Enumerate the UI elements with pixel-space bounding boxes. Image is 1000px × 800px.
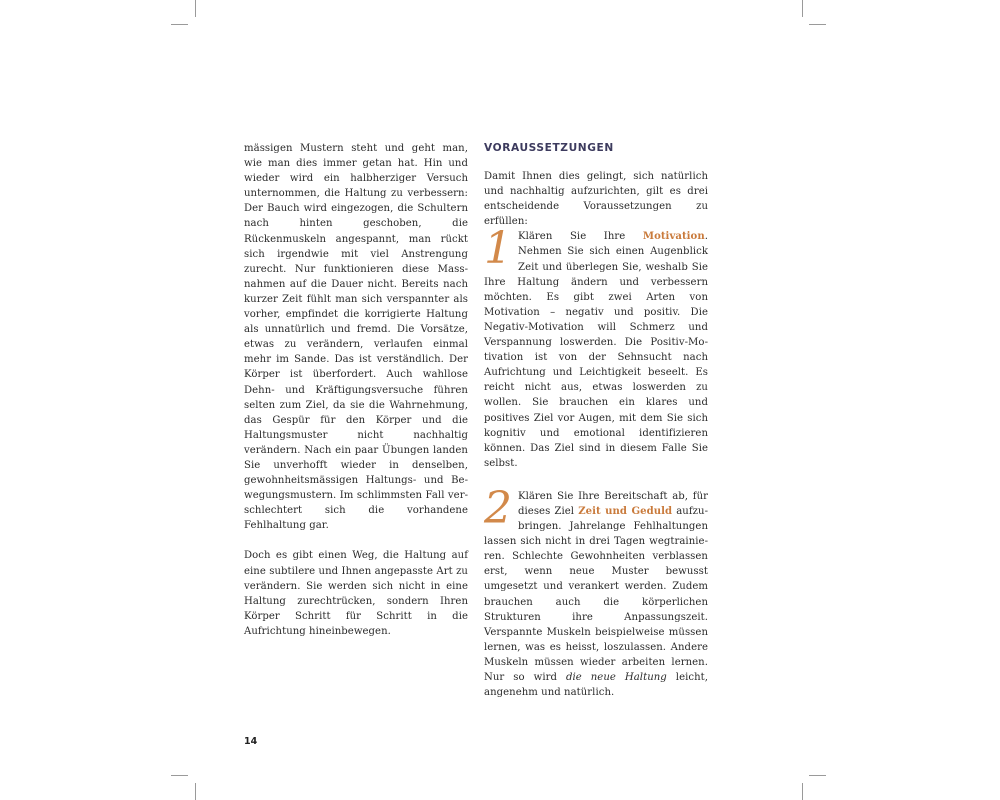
left-column <box>244 141 468 639</box>
body-paragraph: mässigen Mustern steht und geht man, wie man dies immer getan hat. Hin und wieder wird ein halbherziger Versuch unternommen, die Haltung zu verbessern: Der Bauch wird eingezogen, die Schultern nach hinten geschoben, die Rückenmuskeln angespannt, man rückt sich irgendwie mit viel Anstrengung zurecht. Nur funktionieren diese Massnahmen auf die Dauer nicht. Bereits nach kurzer Zeit fühlt man sich verspannter als vorher, empfindet die korrigierte Haltung als unnatürlich und fremd. Die Vorsätze, etwas zu verändern, verlaufen einmal mehr im Sande. Das ist verständlich. Der Körper ist überfordert. Auch wahllose Dehn- und Kräftigungsversuche führen selten zum Ziel, da sie die Wahrnehmung, das Gespür für den Körper und die Haltungsmuster nicht nachhaltig verändern. Nach ein paar Übungen landen Sie unverhofft wieder in denselben, gewohnheitsmässigen Haltungs- und Bewegungsmustern. Im schlimmsten Fall verschlechtert sich die vorhandene Fehlhaltung gar. <box>244 143 468 532</box>
emphasis-text: die neue Haltung <box>565 672 667 683</box>
crop-mark <box>171 24 188 25</box>
section-heading: VORAUSSETZUNGEN <box>484 142 614 154</box>
highlight-keyword: Motivation <box>642 231 705 243</box>
item-text-rest: . Nehmen Sie sich einen Augenblick Zeit und überlegen Sie, weshalb Sie Ihre Haltung ändern und verbessern möchten. Es gibt zwei Arten von Motivation – negativ und positiv. Die Negativ-Motivation will Schmerz und Verspannung loswerden. Die Positiv-Motivation ist von der Sehnsucht nach Aufrichtung und Leichtigkeit beseelt. Es reicht nicht aus, etwas loswerden zu wollen. Sie brauchen ein klares und positives Ziel vor Augen, mit dem Sie sich kognitiv und emotional identifizieren können. Das Ziel sind in diesem Falle Sie selbst. <box>484 231 708 469</box>
numbered-item-1 <box>484 223 708 471</box>
numbered-item-2 <box>484 482 708 700</box>
item-text-start: Klären Sie Ihre Bereitschaft ab, für dieses Ziel <box>518 490 708 517</box>
item-text-end: leicht, angenehm und natürlich. <box>484 672 708 699</box>
crop-mark <box>171 775 188 776</box>
item-number: 2 <box>484 482 513 534</box>
crop-mark <box>802 0 803 17</box>
item-text <box>484 223 708 471</box>
item-number: 1 <box>484 223 513 275</box>
crop-mark <box>802 783 803 800</box>
intro-paragraph: Damit Ihnen dies gelingt, sich natürlich und nachhaltig aufzurichten, gilt es drei entscheidende Voraussetzungen zu erfüllen: <box>484 171 708 228</box>
item-text <box>484 482 708 700</box>
body-paragraph: Doch es gibt einen Weg, die Haltung auf eine subtilere und Ihnen angepasste Art zu verändern. Sie werden sich nicht in eine Haltung zurechtrücken, sondern Ihren Körper Schritt für Schritt in die Aufrichtung hineinbewegen. <box>244 550 468 637</box>
item-text-start: Klären Sie Ihre <box>518 231 643 243</box>
item-text-middle: aufzubringen. Jahrelange Fehlhaltungen lassen sich nicht in drei Tagen wegtrainieren. Schlechte Gewohnheiten verblassen erst, wenn neue Muster bewusst umgesetzt und verankert werden. Zudem brauchen auch die körperlichen Strukturen ihre Anpassungszeit. Verspannte Muskeln beispielweise müssen lernen, was es heisst, loszulassen. Andere Muskeln müssen wieder arbeiten lernen. Nur so wird <box>484 505 708 683</box>
right-column <box>484 141 708 700</box>
highlight-keyword: Zeit und Geduld <box>578 505 673 517</box>
crop-mark <box>809 24 826 25</box>
crop-mark <box>809 775 826 776</box>
crop-mark <box>195 783 196 800</box>
crop-mark <box>195 0 196 17</box>
page-number: 14 <box>244 736 258 747</box>
